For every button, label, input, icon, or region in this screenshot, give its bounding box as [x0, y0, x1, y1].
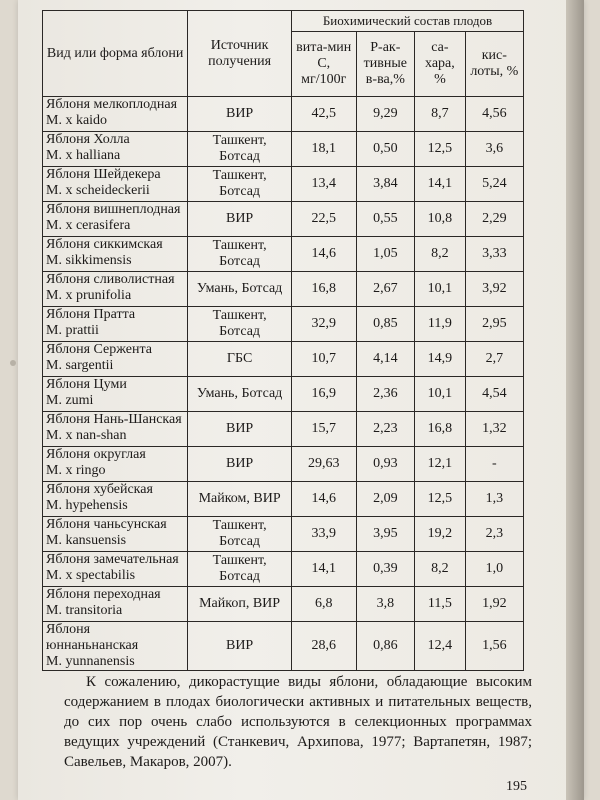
binding-mark: [10, 360, 16, 366]
vitamin-c-cell: 18,1: [291, 132, 356, 167]
source-cell: ВИР: [188, 412, 292, 447]
table-row: [43, 552, 524, 587]
sugar-cell: 12,4: [415, 622, 465, 671]
species-cell: [43, 517, 188, 552]
table-row: [43, 167, 524, 202]
p-active-cell: 2,36: [356, 377, 415, 412]
species-name-ru: Яблоня чаньсунская: [46, 517, 167, 532]
species-name-latin: M. x cerasifera: [46, 218, 131, 233]
source-cell: Ташкент, Ботсад: [188, 237, 292, 272]
species-cell: [43, 97, 188, 132]
vitamin-c-cell: 16,9: [291, 377, 356, 412]
species-name-latin: M. x spectabilis: [46, 568, 136, 583]
species-cell: [43, 447, 188, 482]
species-cell: [43, 237, 188, 272]
species-name-ru: Яблоня замечательная: [46, 552, 179, 567]
species-name-ru: Яблоня сливолистная: [46, 272, 175, 287]
source-cell: ВИР: [188, 202, 292, 237]
sugar-cell: 14,1: [415, 167, 465, 202]
sugar-cell: 12,5: [415, 482, 465, 517]
p-active-cell: 0,55: [356, 202, 415, 237]
source-cell: Майком, ВИР: [188, 482, 292, 517]
p-active-cell: 0,85: [356, 307, 415, 342]
p-active-cell: 0,93: [356, 447, 415, 482]
biochemical-table: [42, 10, 524, 671]
source-cell: Ташкент, Ботсад: [188, 552, 292, 587]
source-cell: ВИР: [188, 622, 292, 671]
vitamin-c-cell: 28,6: [291, 622, 356, 671]
species-name-ru: Яблоня хубейская: [46, 482, 153, 497]
table-body: [43, 97, 524, 671]
species-name-latin: M. x nan-shan: [46, 428, 127, 443]
source-cell: Ташкент, Ботсад: [188, 517, 292, 552]
source-cell: Ташкент, Ботсад: [188, 132, 292, 167]
acid-cell: 1,0: [465, 552, 523, 587]
sugar-cell: 10,1: [415, 377, 465, 412]
species-cell: [43, 377, 188, 412]
species-name-ru: Яблоня Холла: [46, 132, 130, 147]
vitamin-c-cell: 16,8: [291, 272, 356, 307]
species-cell: [43, 202, 188, 237]
p-active-cell: 1,05: [356, 237, 415, 272]
acid-cell: 1,92: [465, 587, 523, 622]
acid-cell: 2,95: [465, 307, 523, 342]
sugar-cell: 11,5: [415, 587, 465, 622]
source-cell: Ташкент, Ботсад: [188, 167, 292, 202]
species-name-latin: M. yunnanensis: [46, 654, 135, 669]
species-cell: [43, 412, 188, 447]
header-sugar: са-хара, %: [415, 32, 465, 97]
species-cell: [43, 132, 188, 167]
species-name-ru: Яблоня Сержента: [46, 342, 152, 357]
table-row: [43, 377, 524, 412]
sugar-cell: 16,8: [415, 412, 465, 447]
header-vitamin-c: вита-мин С, мг/100г: [291, 32, 356, 97]
species-name-latin: M. x scheideckerii: [46, 183, 150, 198]
vitamin-c-cell: 42,5: [291, 97, 356, 132]
p-active-cell: 0,86: [356, 622, 415, 671]
acid-cell: 2,29: [465, 202, 523, 237]
header-group: Биохимический состав плодов: [291, 11, 523, 32]
sugar-cell: 10,8: [415, 202, 465, 237]
acid-cell: 1,56: [465, 622, 523, 671]
table-row: [43, 272, 524, 307]
p-active-cell: 2,67: [356, 272, 415, 307]
species-name-latin: M. x ringo: [46, 463, 106, 478]
species-cell: [43, 552, 188, 587]
species-cell: [43, 622, 188, 671]
vitamin-c-cell: 32,9: [291, 307, 356, 342]
table-row: [43, 342, 524, 377]
species-name-ru: Яблоня Шейдекера: [46, 167, 161, 182]
p-active-cell: 3,8: [356, 587, 415, 622]
source-cell: Майкоп, ВИР: [188, 587, 292, 622]
species-name-latin: M. x halliana: [46, 148, 121, 163]
species-name-ru: Яблоня переходная: [46, 587, 161, 602]
table-row: [43, 307, 524, 342]
p-active-cell: 2,23: [356, 412, 415, 447]
species-name-latin: M. sikkimensis: [46, 253, 132, 268]
p-active-cell: 3,95: [356, 517, 415, 552]
source-cell: Умань, Ботсад: [188, 377, 292, 412]
vitamin-c-cell: 29,63: [291, 447, 356, 482]
source-cell: ВИР: [188, 97, 292, 132]
vitamin-c-cell: 13,4: [291, 167, 356, 202]
acid-cell: 3,33: [465, 237, 523, 272]
species-name-latin: M. x kaido: [46, 113, 108, 128]
table-row: [43, 237, 524, 272]
species-cell: [43, 307, 188, 342]
species-name-latin: M. sargentii: [46, 358, 114, 373]
species-cell: [43, 587, 188, 622]
species-name-ru: Яблоня округлая: [46, 447, 146, 462]
species-cell: [43, 482, 188, 517]
species-name-ru: Яблоня Пратта: [46, 307, 136, 322]
vitamin-c-cell: 14,6: [291, 482, 356, 517]
sugar-cell: 19,2: [415, 517, 465, 552]
table-row: [43, 97, 524, 132]
species-cell: [43, 167, 188, 202]
table-row: [43, 517, 524, 552]
species-cell: [43, 272, 188, 307]
vitamin-c-cell: 33,9: [291, 517, 356, 552]
acid-cell: 4,54: [465, 377, 523, 412]
species-name-ru: Яблоня юннаньнанская: [46, 622, 139, 653]
source-cell: Умань, Ботсад: [188, 272, 292, 307]
header-acid: кис-лоты, %: [465, 32, 523, 97]
p-active-cell: 3,84: [356, 167, 415, 202]
page-number: 195: [506, 779, 527, 794]
acid-cell: -: [465, 447, 523, 482]
species-name-ru: Яблоня Нань-Шанская: [46, 412, 182, 427]
sugar-cell: 8,2: [415, 237, 465, 272]
sugar-cell: 14,9: [415, 342, 465, 377]
table-row: [43, 622, 524, 671]
species-name-latin: M. kansuensis: [46, 533, 127, 548]
sugar-cell: 12,1: [415, 447, 465, 482]
acid-cell: 1,3: [465, 482, 523, 517]
species-name-latin: M. transitoria: [46, 603, 123, 618]
source-cell: ВИР: [188, 447, 292, 482]
p-active-cell: 4,14: [356, 342, 415, 377]
page-edge: [566, 0, 584, 800]
table-row: [43, 202, 524, 237]
header-species: Вид или форма яблони: [43, 11, 188, 97]
body-paragraph: К сожалению, дикорастущие виды яблони, обладающие высоким содержанием в плодах биологически активных и питательных веществ, до сих пор очень слабо используются в селекционных программах ведущих учреждений (Станкевич, Архипова, 1977; Вартапетян, 1987; Савельев, Макаров, 2007).: [64, 674, 532, 770]
acid-cell: 3,92: [465, 272, 523, 307]
sugar-cell: 8,2: [415, 552, 465, 587]
table-row: [43, 482, 524, 517]
p-active-cell: 0,50: [356, 132, 415, 167]
p-active-cell: 0,39: [356, 552, 415, 587]
vitamin-c-cell: 10,7: [291, 342, 356, 377]
species-cell: [43, 342, 188, 377]
header-p-active: Р-ак-тивные в-ва,%: [356, 32, 415, 97]
species-name-ru: Яблоня сиккимская: [46, 237, 163, 252]
sugar-cell: 10,1: [415, 272, 465, 307]
vitamin-c-cell: 14,1: [291, 552, 356, 587]
table-row: [43, 412, 524, 447]
vitamin-c-cell: 15,7: [291, 412, 356, 447]
species-name-latin: M. hypehensis: [46, 498, 128, 513]
species-name-ru: Яблоня мелкоплодная: [46, 97, 178, 112]
acid-cell: 3,6: [465, 132, 523, 167]
species-name-ru: Яблоня вишнеплодная: [46, 202, 181, 217]
header-source: Источник получения: [188, 11, 292, 97]
species-name-ru: Яблоня Цуми: [46, 377, 127, 392]
p-active-cell: 2,09: [356, 482, 415, 517]
sugar-cell: 12,5: [415, 132, 465, 167]
acid-cell: 2,3: [465, 517, 523, 552]
acid-cell: 5,24: [465, 167, 523, 202]
source-cell: ГБС: [188, 342, 292, 377]
vitamin-c-cell: 6,8: [291, 587, 356, 622]
species-name-latin: M. prattii: [46, 323, 99, 338]
sugar-cell: 11,9: [415, 307, 465, 342]
acid-cell: 1,32: [465, 412, 523, 447]
table-row: [43, 132, 524, 167]
vitamin-c-cell: 22,5: [291, 202, 356, 237]
acid-cell: 2,7: [465, 342, 523, 377]
species-name-latin: M. x prunifolia: [46, 288, 132, 303]
species-name-latin: M. zumi: [46, 393, 94, 408]
vitamin-c-cell: 14,6: [291, 237, 356, 272]
p-active-cell: 9,29: [356, 97, 415, 132]
source-cell: Ташкент, Ботсад: [188, 307, 292, 342]
sugar-cell: 8,7: [415, 97, 465, 132]
table-row: [43, 587, 524, 622]
table-row: [43, 447, 524, 482]
acid-cell: 4,56: [465, 97, 523, 132]
